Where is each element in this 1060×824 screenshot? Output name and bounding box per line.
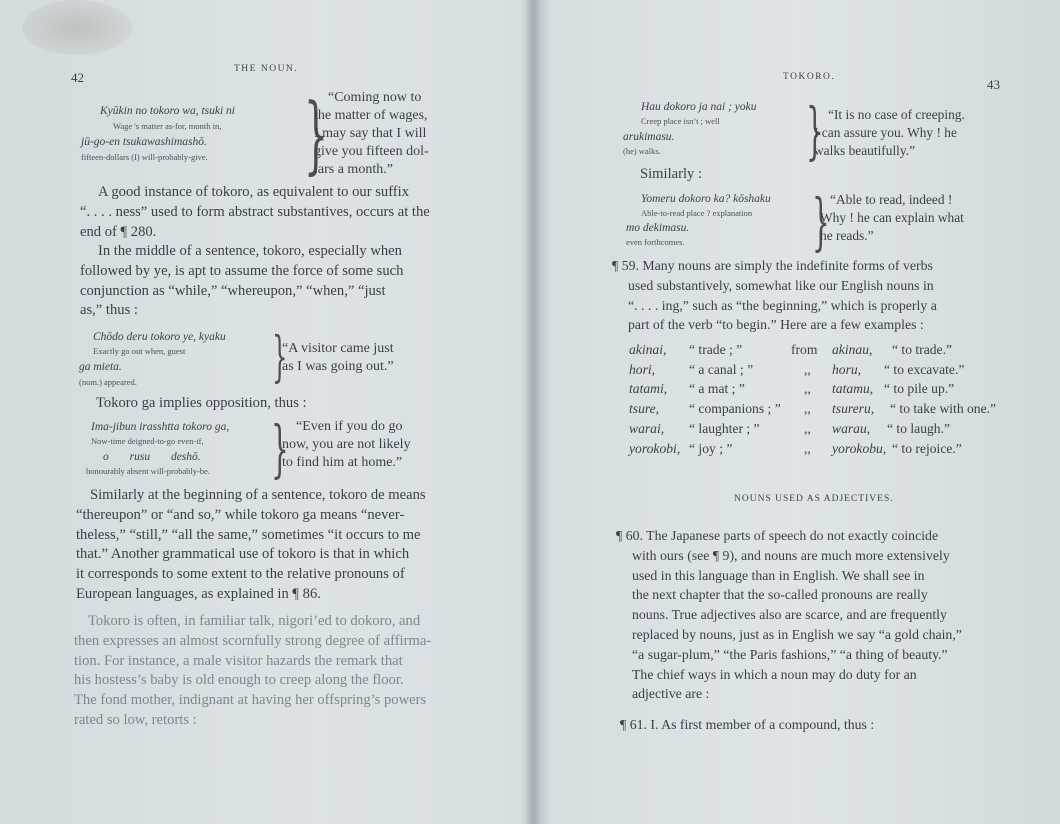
paragraph-59: ¶ 59. Many nouns are simply the indefinite forms of verbs used substantively, somewhat like our English nouns in “. . . . ing,” such as “the beginning,” which is properly a part of the verb “to begin.” Here are a few examples : bbox=[612, 258, 937, 333]
gloss-line: (nom.) appeared. bbox=[79, 377, 137, 387]
running-head: TOKORO. bbox=[783, 72, 836, 82]
gloss-line: Exactly go out when, guest bbox=[93, 346, 186, 356]
translation: “Even if you do go now, you are not likely to find him at home.” bbox=[282, 419, 411, 470]
translation: “Able to read, indeed ! Why ! he can explain what he reads.” bbox=[820, 192, 964, 243]
gloss-line: fifteen-dollars (I) will-probably-give. bbox=[81, 152, 208, 162]
page-number: 43 bbox=[987, 77, 1000, 92]
brace: } bbox=[806, 94, 824, 167]
brace: } bbox=[272, 325, 288, 388]
paragraph-61: ¶ 61. I. As first member of a compound, thus : bbox=[620, 717, 875, 732]
running-head: THE NOUN. bbox=[234, 64, 299, 74]
japanese-line: jū-go-en tsukawashimashō. bbox=[81, 136, 207, 148]
right-page: TOKORO. 43 Hau dokoro ja nai ; yoku Creep place isn’t ; well arukimasu. (he) walks. } “It is no case of creeping. I can assure you. Why ! he walks beautifully.” Similarly : Yomeru dokoro ka? kōshaku Able-to-read place ? explanation mo dekimasu. even forthcomes. } “Able to read, indeed ! Why ! he can explain what he reads.” ¶ 59. Many nouns are simply the indefinite forms of verbs used substantively, somewhat like our English nouns in “. . . . ing,” such as “the beginning,” which is properly a part of the verb “to begin.” Here are a few examples : akinai, “ trade ; ” from akinau, “ to trade.” hori, “ a canal ; ” ,, horu, “ to excavate.” tatami, “ a mat ; ” ,, tatamu, “ to pile up.” tsure, “ companions ; ” ,, tsureru, “ to take with one.” warai, “ laughter ; ” ,, warau, “ to laugh.” yorokobi, “ joy ; ” ,, yorokobu, “ to rejoice.” NOUNS USED AS ADJECTIVES. ¶ 60. The Japanese parts of speech do not exactly coincide with ours (see ¶ 9), and nouns are much more extensively used in this language than in English. We shall see in the next chapter that the so-called pronouns are really nouns. True adjectives also are scarce, and are frequently replaced by nouns, just as in English we say “a gold chain,” “a sugar-plum,” “the Paris fashions,” “a thing of beauty.” The chief ways in which a noun may do duty for an adjective are : ¶ 61. I. As first member of a compound, thus : bbox=[536, 0, 1060, 824]
gloss-line: Able-to-read place ? explanation bbox=[641, 208, 753, 218]
paragraph: Similarly at the beginning of a sentence, tokoro de means “thereupon” or “and so,” while tokoro ga means “never- theless,” “still,” “all the same,” sometimes “it occurs to me that.” Another grammatical use of tokoro is that in which it corresponds to some extent to the relative pronouns of European languages, as explained in ¶ 86. bbox=[76, 487, 426, 602]
paragraph: Tokoro is often, in familiar talk, nigori’ed to dokoro, and then expresses an almost scornfully strong degree of affirma- tion. For instance, a male visitor hazards the remark that his hostess’s baby is old enough to creep along the floor. The fond mother, indignant at having her offspring’s powers rated so low, retorts : bbox=[74, 613, 432, 728]
japanese-line: ga mieta. bbox=[79, 361, 122, 373]
japanese-line: o rusu deshō. bbox=[103, 451, 201, 463]
japanese-line: Hau dokoro ja nai ; yoku bbox=[641, 101, 757, 113]
japanese-line: mo dekimasu. bbox=[626, 222, 690, 234]
gloss-line: Creep place isn’t ; well bbox=[641, 116, 720, 126]
paragraph: Tokoro ga implies opposition, thus : bbox=[96, 395, 307, 411]
section-subheading: NOUNS USED AS ADJECTIVES. bbox=[734, 494, 894, 504]
page-number: 42 bbox=[71, 70, 84, 85]
left-page bbox=[0, 0, 528, 824]
translation: “Coming now to the matter of wages, I may say that I will give you fifteen dol- lars a month.” bbox=[314, 90, 429, 177]
gloss-line: (he) walks. bbox=[623, 146, 661, 156]
brace: } bbox=[271, 412, 289, 485]
gloss-line: Wage 's matter as-for, month in, bbox=[113, 121, 222, 131]
translation: “It is no case of creeping. I can assure you. Why ! he walks beautifully.” bbox=[814, 107, 965, 158]
brace: } bbox=[812, 185, 830, 258]
similarly-label: Similarly : bbox=[640, 166, 703, 182]
brace: } bbox=[304, 85, 329, 183]
paragraph: In the middle of a sentence, tokoro, especially when followed by ye, is apt to assume the force of some such conjunction as “while,” “whereupon,” “when,” “just as,” thus : bbox=[80, 243, 404, 319]
japanese-line: Ima-jibun irasshtta tokoro ga, bbox=[91, 421, 230, 433]
gloss-line: Now-time deigned-to-go even-if, bbox=[91, 436, 204, 446]
gloss-line: even forthcomes. bbox=[626, 237, 685, 247]
japanese-line: Chōdo deru tokoro ye, kyaku bbox=[93, 331, 226, 343]
paragraph-60: ¶ 60. The Japanese parts of speech do not exactly coincide with ours (see ¶ 9), and nouns are much more extensively used in this language than in English. We shall see in the next chapter that the so-called pronouns are really nouns. True adjectives also are scarce, and are frequently replaced by nouns, just as in English we say “a gold chain,” “a sugar-plum,” “the Paris fashions,” “a thing of beauty.” The chief ways in which a noun may do duty for an adjective are : bbox=[616, 528, 962, 702]
gloss-line: honourably absent will-probably-be. bbox=[86, 466, 210, 476]
japanese-line: Kyūkin no tokoro wa, tsuki ni bbox=[100, 105, 236, 117]
japanese-line: Yomeru dokoro ka? kōshaku bbox=[641, 193, 771, 205]
japanese-line: arukimasu. bbox=[623, 131, 675, 143]
paragraph: A good instance of tokoro, as equivalent to our suffix “. . . . ness” used to form abstract substantives, occurs at the end of ¶ 280. bbox=[80, 184, 430, 240]
translation: “A visitor came just as I was going out.” bbox=[282, 341, 394, 374]
